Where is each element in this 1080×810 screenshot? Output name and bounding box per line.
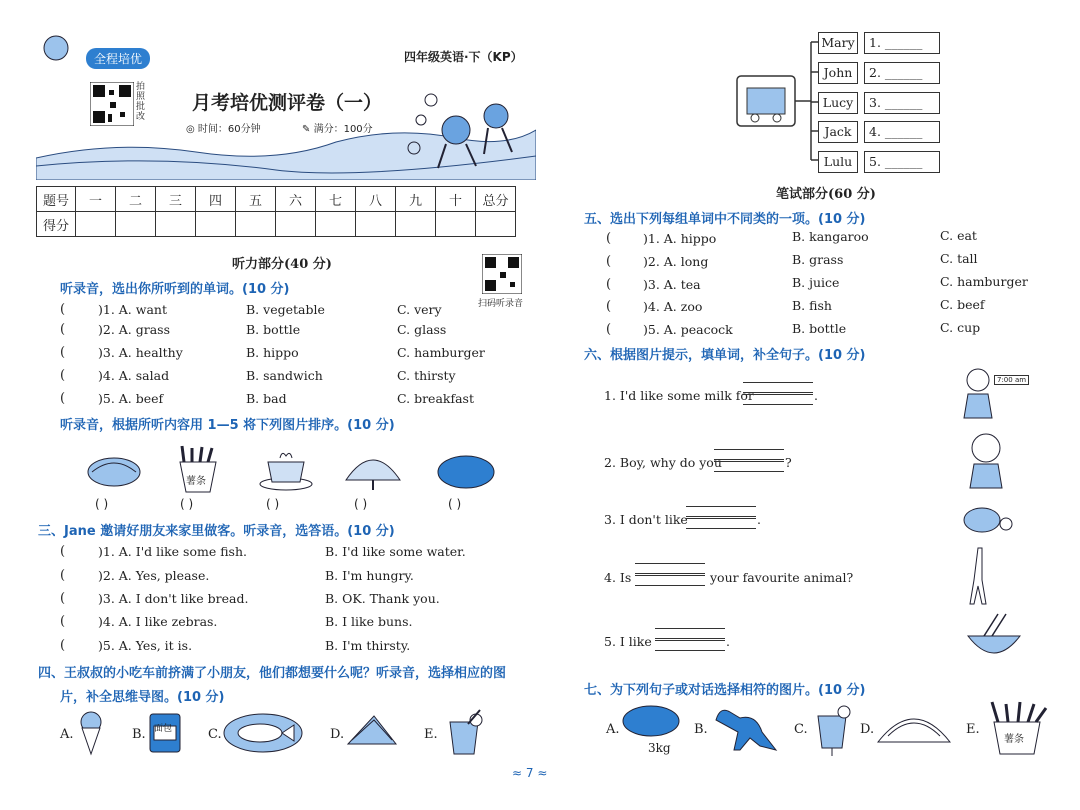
sandwich-icon: [344, 710, 400, 752]
option-a: )5. A. peacock: [643, 322, 733, 337]
clock-label: 7:00 am: [994, 375, 1029, 385]
sentence-2: 2. Boy, why do you: [604, 455, 722, 470]
score-input-cell[interactable]: [476, 212, 516, 237]
answer-line[interactable]: [686, 506, 756, 517]
page-title: 月考培优测评卷（一）: [192, 92, 383, 114]
answer-paren[interactable]: (: [606, 277, 612, 292]
option-a: )1. A. want: [98, 302, 167, 317]
score-input-cell[interactable]: [236, 212, 276, 237]
answer-paren[interactable]: (: [60, 302, 66, 317]
option-b: B. sandwich: [246, 368, 323, 383]
crying-boy-icon: [964, 430, 1008, 490]
answer-line[interactable]: [743, 394, 813, 405]
time-label: [186, 120, 261, 135]
option-c: C. breakfast: [397, 391, 474, 406]
answer-paren[interactable]: (: [60, 591, 66, 606]
ornament-icon: ≈: [512, 766, 523, 780]
option-b: B. bad: [246, 391, 287, 406]
mindmap-name: Jack: [818, 121, 858, 143]
sec6-title: 六、根据图片提示，填单词，补全句子。(10 分): [584, 348, 866, 363]
option-a: )3. A. healthy: [98, 345, 183, 360]
sentence-3-end: .: [757, 512, 761, 527]
mindmap-blank[interactable]: 2. ______: [864, 62, 940, 84]
qr-label: 拍照批改: [136, 82, 146, 122]
answer-paren[interactable]: (: [606, 299, 612, 314]
sentence-4-end: your favourite animal?: [710, 570, 854, 585]
sentence-1-end: .: [814, 388, 818, 403]
option-a: )5. A. beef: [98, 391, 164, 406]
mindmap-name: Lulu: [818, 151, 858, 173]
score-row-label: 得分: [37, 212, 76, 237]
answer-line[interactable]: [635, 575, 705, 586]
shrimp-picture-icon: [82, 448, 146, 492]
option-a: )1. A. hippo: [643, 231, 717, 246]
option-b: B. bottle: [246, 322, 301, 337]
option-label: A.: [60, 727, 74, 742]
score-input-cell[interactable]: [396, 212, 436, 237]
option-b: B. vegetable: [246, 302, 325, 317]
score-cell: 二: [116, 187, 156, 212]
weight-label: 3kg: [648, 741, 671, 755]
answer-line[interactable]: [635, 563, 705, 574]
score-label: [302, 120, 373, 135]
answer-paren[interactable]: (: [60, 638, 66, 653]
score-cell: 八: [356, 187, 396, 212]
dislike-food-icon: [962, 498, 1014, 538]
answer-line[interactable]: [686, 518, 756, 529]
juice-glass-icon: [442, 708, 486, 758]
ice-cream-icon: [76, 710, 106, 756]
mindmap-blank[interactable]: 1. ______: [864, 32, 940, 54]
mindmap-name: Mary: [818, 32, 858, 54]
answer-paren[interactable]: (: [60, 568, 66, 583]
sort-paren[interactable]: ( ): [95, 497, 109, 511]
option-label: C.: [794, 722, 808, 737]
option-a: )4. A. I like zebras.: [98, 614, 218, 629]
score-input-cell[interactable]: [276, 212, 316, 237]
option-a: )2. A. long: [643, 254, 709, 269]
score-cell: 七: [316, 187, 356, 212]
option-a: )4. A. salad: [98, 368, 170, 383]
option-a: )3. A. I don't like bread.: [98, 591, 249, 606]
sort-paren[interactable]: ( ): [354, 497, 368, 511]
bread-label: 面包: [154, 724, 173, 734]
score-input-cell[interactable]: [76, 212, 116, 237]
sec1-title: 听录音，选出你所听到的单词。(10 分): [60, 282, 290, 297]
answer-paren[interactable]: (: [60, 345, 66, 360]
answer-line[interactable]: [743, 382, 813, 393]
peacock-picture-icon: [340, 444, 406, 492]
answer-line[interactable]: [714, 449, 784, 460]
sentence-5: 5. I like: [604, 634, 652, 649]
score-cell: 四: [196, 187, 236, 212]
option-b: B. OK. Thank you.: [325, 591, 440, 606]
option-b: B. kangaroo: [792, 229, 869, 244]
score-input-cell[interactable]: [116, 212, 156, 237]
juice-glass-icon: [812, 700, 852, 758]
answer-paren[interactable]: (: [606, 254, 612, 269]
score-input-cell[interactable]: [436, 212, 476, 237]
ornament-icon: ≈: [537, 766, 548, 780]
option-label: D.: [330, 727, 345, 742]
option-c: C. very: [397, 302, 442, 317]
peacock-icon: [874, 702, 954, 748]
option-b: B. juice: [792, 275, 840, 290]
sort-paren[interactable]: ( ): [448, 497, 462, 511]
option-label: C.: [208, 727, 222, 742]
sentence-4-start: 4. Is: [604, 570, 632, 585]
chicken-picture-icon: [434, 448, 498, 492]
sort-paren[interactable]: ( ): [266, 497, 280, 511]
score-input-cell[interactable]: [196, 212, 236, 237]
answer-paren[interactable]: (: [60, 368, 66, 383]
score-table-row: [37, 212, 516, 237]
qr-code[interactable]: [90, 82, 134, 126]
score-cell: 六: [276, 187, 316, 212]
sentence-3: 3. I don't like: [604, 512, 688, 527]
option-c: C. eat: [940, 228, 977, 243]
tea-picture-icon: [258, 448, 314, 492]
option-a: )3. A. tea: [643, 277, 701, 292]
option-c: C. thirsty: [397, 368, 456, 383]
answer-line[interactable]: [655, 640, 725, 651]
badge: 全程培优: [86, 48, 150, 69]
score-input-cell[interactable]: [156, 212, 196, 237]
score-cell: 五: [236, 187, 276, 212]
score-table: [36, 186, 516, 237]
sentence-5-end: .: [726, 634, 730, 649]
option-c: C. cup: [940, 320, 981, 335]
mindmap-name: Lucy: [818, 92, 858, 114]
kangaroo-icon: [710, 702, 782, 754]
option-c: C. hamburger: [940, 274, 1028, 289]
page-number-text: 7: [525, 766, 534, 780]
score-cell: 三: [156, 187, 196, 212]
listen-qr-label: 扫码听录音: [478, 299, 524, 309]
fries-icon: [984, 700, 1050, 756]
option-b: B. grass: [792, 252, 844, 267]
option-a: )5. A. Yes, it is.: [98, 638, 193, 653]
option-a: )2. A. grass: [98, 322, 171, 337]
answer-paren[interactable]: (: [60, 391, 66, 406]
option-c: C. tall: [940, 251, 978, 266]
giraffe-icon: [964, 546, 990, 606]
option-label: B.: [694, 722, 708, 737]
sentence-1: 1. I'd like some milk for: [604, 388, 754, 403]
fries-label: 薯条: [186, 476, 206, 487]
mindmap-name: John: [818, 62, 858, 84]
sec4-title-line1: 四、王叔叔的小吃车前挤满了小朋友，他们都想要什么呢？听录音，选择相应的图: [38, 666, 507, 681]
option-b: B. I'm thirsty.: [325, 638, 411, 653]
option-label: A.: [606, 722, 620, 737]
mindmap-blank[interactable]: 5. ______: [864, 151, 940, 173]
time-text: 时间：60分钟: [197, 124, 261, 135]
sec3-title: 三、Jane 邀请好朋友来家里做客。听录音，选答语。(10 分): [38, 524, 395, 539]
option-label: E.: [966, 722, 980, 737]
option-b: B. hippo: [246, 345, 299, 360]
option-b: B. I like buns.: [325, 614, 413, 629]
score-cell: 题号: [37, 187, 76, 212]
fish-plate-icon: [222, 712, 304, 754]
score-cell: 十: [436, 187, 476, 212]
option-a: )1. A. I'd like some fish.: [98, 544, 247, 559]
answer-paren[interactable]: (: [606, 231, 612, 246]
score-table-header: [37, 187, 516, 212]
sec5-title: 五、选出下列每组单词中不同类的一项。(10 分): [584, 212, 866, 227]
listening-title: 听力部分(40 分): [232, 257, 332, 272]
option-b: B. I'm hungry.: [325, 568, 414, 583]
pen-icon: ✎: [302, 124, 311, 135]
sentence-2-end: ?: [785, 455, 792, 470]
option-b: B. fish: [792, 298, 832, 313]
meat-icon: [620, 702, 682, 740]
sec7-title: 七、为下列句子或对话选择相符的图片。(10 分): [584, 683, 866, 698]
option-label: B.: [132, 727, 146, 742]
sec2-title: 听录音，根据所听内容用 1—5 将下列图片排序。(10 分): [60, 418, 395, 433]
answer-paren[interactable]: (: [606, 322, 612, 337]
answer-line[interactable]: [655, 628, 725, 639]
answer-line[interactable]: [714, 461, 784, 472]
sort-paren[interactable]: ( ): [180, 497, 194, 511]
listen-qr-code[interactable]: [482, 254, 522, 294]
score-cell: 总分: [476, 187, 516, 212]
answer-paren[interactable]: (: [60, 544, 66, 559]
option-a: )4. A. zoo: [643, 299, 703, 314]
mindmap-blank[interactable]: 4. ______: [864, 121, 940, 143]
option-c: C. hamburger: [397, 345, 485, 360]
score-cell: 一: [76, 187, 116, 212]
clock-icon: ◎: [186, 124, 195, 135]
fries-label: 薯条: [1004, 734, 1024, 745]
score-text: 满分：100分: [313, 124, 373, 135]
option-label: E.: [424, 727, 438, 742]
option-b: B. bottle: [792, 321, 847, 336]
answer-paren[interactable]: (: [60, 322, 66, 337]
right-page: [540, 0, 1080, 810]
option-c: C. glass: [397, 322, 447, 337]
score-cell: 九: [396, 187, 436, 212]
page-number: [512, 766, 547, 780]
option-c: C. beef: [940, 297, 985, 312]
sec4-title-line2: 片，补全思维导图。(10 分): [60, 690, 225, 705]
option-label: D.: [860, 722, 875, 737]
score-input-cell[interactable]: [316, 212, 356, 237]
score-input-cell[interactable]: [356, 212, 396, 237]
writing-title: 笔试部分(60 分): [776, 187, 876, 202]
option-a: )2. A. Yes, please.: [98, 568, 210, 583]
grade-label: 四年级英语·下（KP）: [404, 50, 523, 64]
mindmap-blank[interactable]: 3. ______: [864, 92, 940, 114]
answer-paren[interactable]: (: [60, 614, 66, 629]
option-b: B. I'd like some water.: [325, 544, 466, 559]
noodles-icon: [964, 612, 1024, 666]
